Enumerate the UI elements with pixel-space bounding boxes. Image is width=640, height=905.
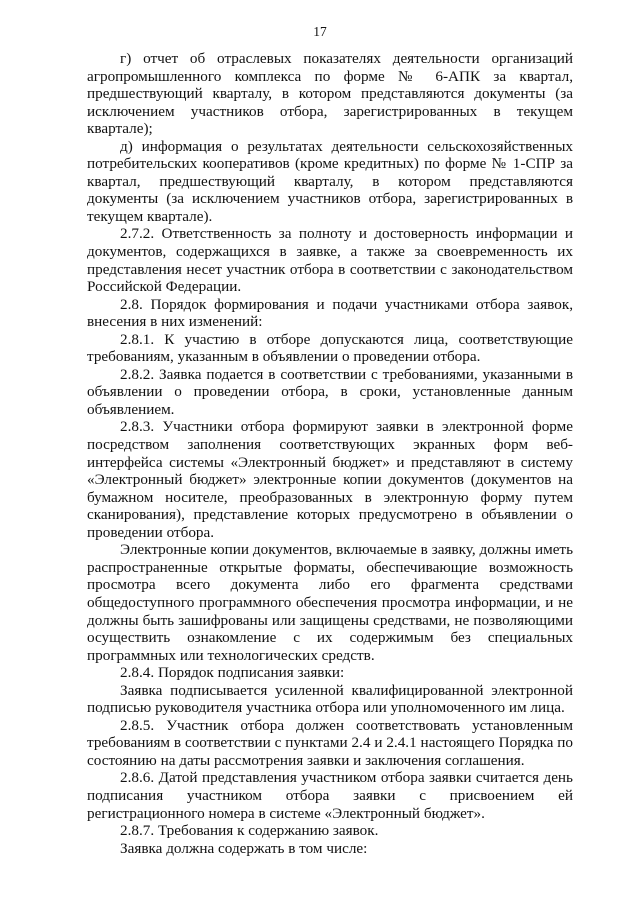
paragraph-2-8: 2.8. Порядок формирования и подачи участниками отбора заявок, внесения в них изменений:	[87, 295, 573, 331]
paragraph-electronic-copies: Электронные копии документов, включаемые в заявку, должны иметь распространенные открытые форматы, обеспечивающие возможность просмотра всего документа либо его фрагмента средствами общедоступного программного обеспечения просмотра информации, и не должны быть зашифрованы или защищены средствами, не позволяющими осуществить ознакомление с их содержимым без специальных программных или технологических средств.	[87, 541, 573, 664]
paragraph-report-6-apk: г) отчет об отраслевых показателях деятельности организаций агропромышленного комплекса по форме № 6-АПК за квартал, предшествующий кварталу, в котором представляются документы (за исключением участников отбора, зарегистрированных в текущем квартале);	[87, 50, 573, 138]
paragraph-application-content: Заявка должна содержать в том числе:	[120, 839, 368, 857]
paragraph-2-8-1: 2.8.1. К участию в отборе допускаются лица, соответствующие требованиям, указанным в объявлении о проведении отбора.	[87, 330, 573, 366]
page-number: 17	[313, 24, 327, 39]
paragraph-2-8-5: 2.8.5. Участник отбора должен соответствовать установленным требованиям в соответствии с пунктами 2.4 и 2.4.1 настоящего Порядка по состоянию на даты рассмотрения заявки и заключения соглашения.	[87, 716, 573, 769]
paragraph-2-8-2: 2.8.2. Заявка подается в соответствии с требованиями, указанными в объявлении о проведении отбора, в сроки, установленные данным объявлением.	[87, 365, 573, 418]
paragraph-2-7-2: 2.7.2. Ответственность за полноту и достоверность информации и документов, содержащихся в заявке, а также за своевременность их представления несет участник отбора в соответствии с законодательством Российской Федерации.	[87, 225, 573, 296]
paragraph-info-1-spr: д) информация о результатах деятельности сельскохозяйственных потребительских кооперативов (кроме кредитных) по форме № 1-СПР за квартал, предшествующий кварталу, в котором представляются документы (за исключением участников отбора, зарегистрированных в текущем квартале).	[87, 137, 573, 225]
paragraph-2-8-7: 2.8.7. Требования к содержанию заявок.	[120, 822, 379, 840]
paragraph-2-8-3: 2.8.3. Участники отбора формируют заявки в электронной форме посредством заполнения соответствующих экранных форм веб-интерфейса системы «Электронный бюджет» и представляют в систему «Электронный бюджет» электронные копии документов (документов на бумажном носителе, преобразованных в электронную форму путем сканирования), представление которых предусмотрено в объявлении о проведении отбора.	[87, 418, 573, 541]
paragraph-2-8-4: 2.8.4. Порядок подписания заявки:	[120, 664, 345, 682]
paragraph-signature: Заявка подписывается усиленной квалифицированной электронной подписью руководителя участника отбора или уполномоченного им лица.	[87, 681, 573, 717]
paragraph-2-8-6: 2.8.6. Датой представления участником отбора заявки считается день подписания участником отбора заявки с присвоением ей регистрационного номера в системе «Электронный бюджет».	[87, 769, 573, 822]
document-body	[87, 50, 573, 857]
